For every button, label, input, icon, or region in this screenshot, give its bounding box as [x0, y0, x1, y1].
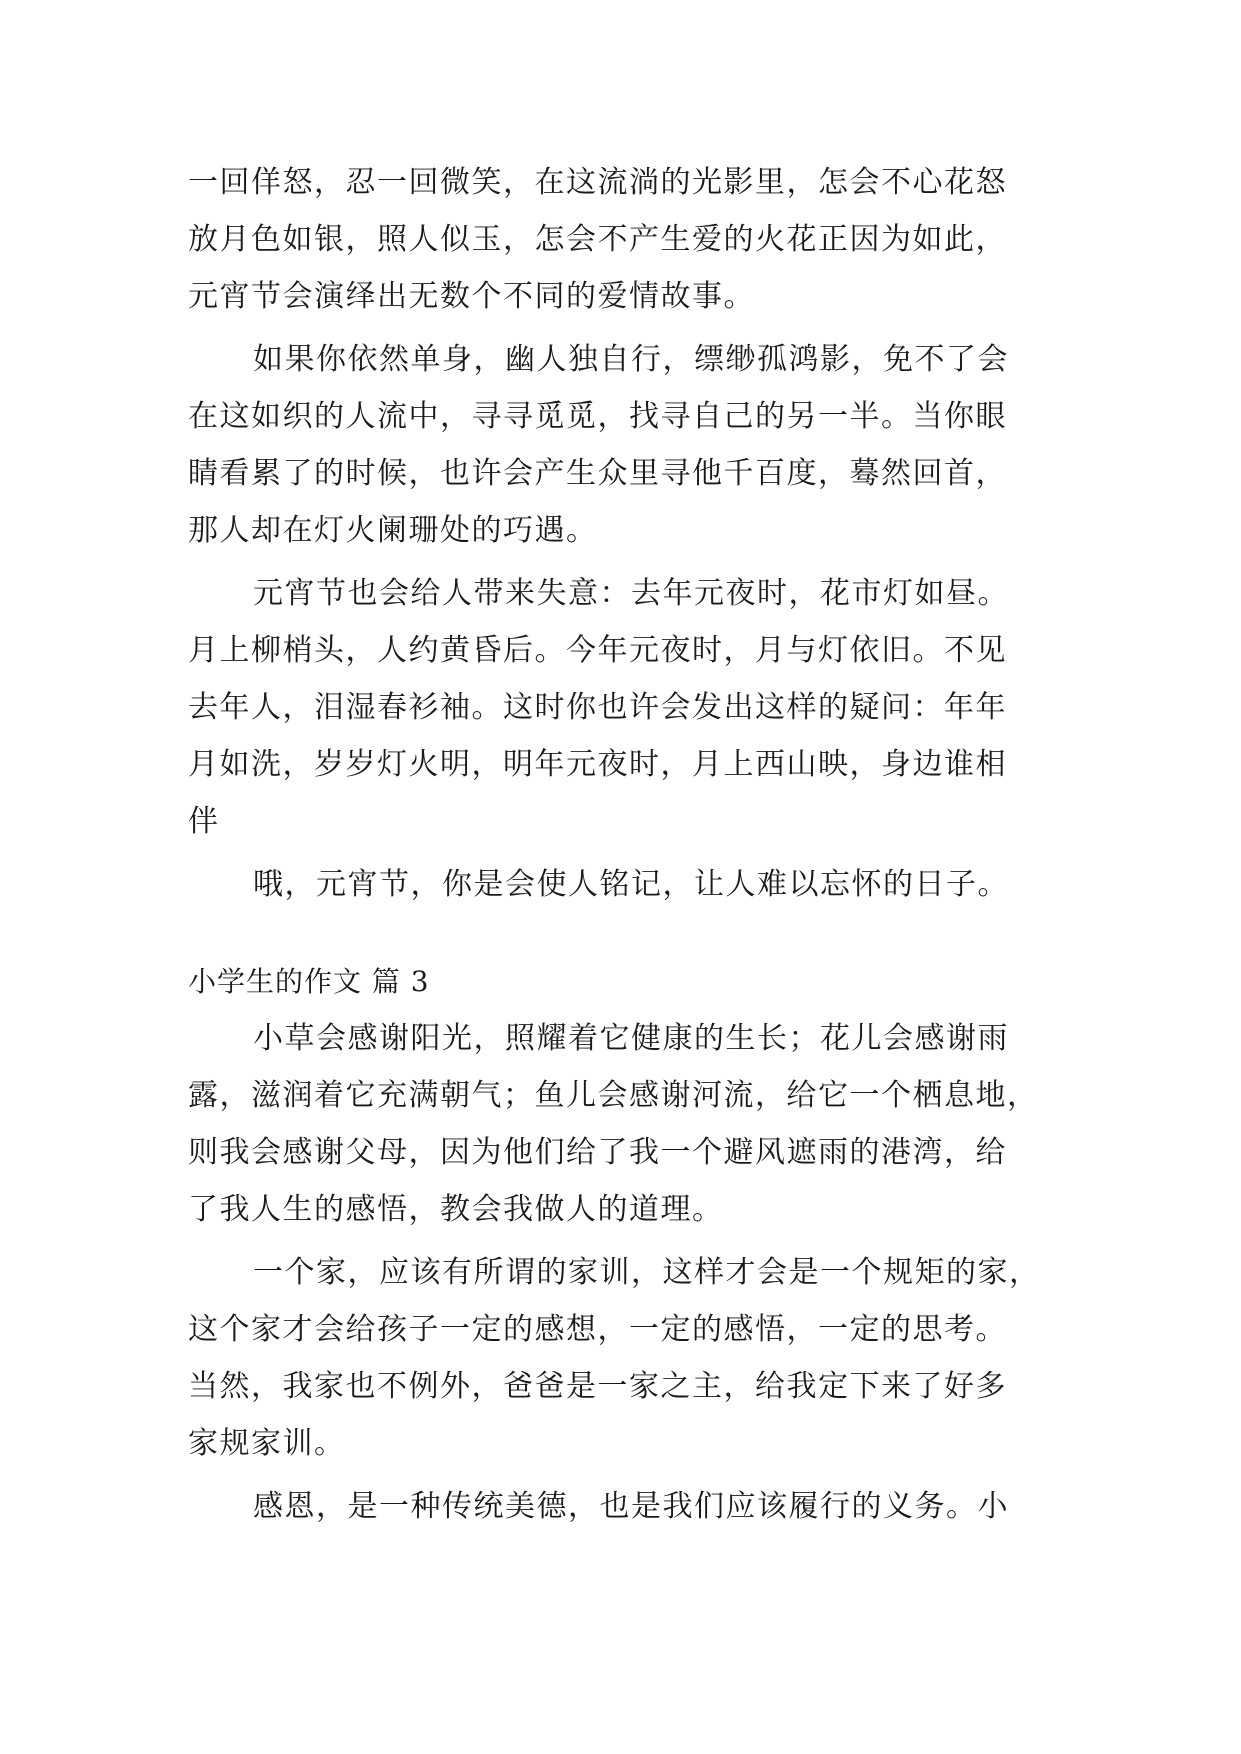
text-line: 如果你依然单身，幽人独自行，缥缈孤鸿影，免不了会 — [253, 342, 1009, 377]
text-line: 睛看累了的时候，也许会产生众里寻他千百度，蓦然回首， — [188, 456, 1007, 491]
text-line: 一个家，应该有所谓的家训，这样才会是一个规矩的家， — [253, 1255, 1041, 1290]
text-line: 伴 — [188, 804, 220, 839]
text-line: 则我会感谢父母，因为他们给了我一个避风遮雨的港湾，给 — [188, 1135, 1007, 1170]
paragraph — [188, 154, 1068, 325]
section-heading: 小学生的作文 篇 3 — [188, 965, 430, 998]
text-line: 当然，我家也不例外，爸爸是一家之主，给我定下来了好多 — [188, 1369, 1007, 1404]
document-body — [188, 154, 1068, 1535]
paragraph — [188, 565, 1068, 850]
text-line: 去年人，泪湿春衫袖。这时你也许会发出这样的疑问：年年 — [188, 690, 1007, 725]
paragraph — [188, 1478, 1068, 1535]
text-line: 月如洗，岁岁灯火明，明年元夜时，月上西山映，身边谁相 — [188, 747, 1007, 782]
text-line: 小草会感谢阳光，照耀着它健康的生长；花儿会感谢雨 — [253, 1021, 1009, 1056]
text-line: 哦，元宵节，你是会使人铭记，让人难以忘怀的日子。 — [253, 867, 1009, 902]
text-line: 在这如织的人流中，寻寻觅觅，找寻自己的另一半。当你眼 — [188, 399, 1007, 434]
paragraph — [188, 1010, 1068, 1238]
text-line: 元宵节也会给人带来失意：去年元夜时，花市灯如昼。 — [253, 576, 1009, 611]
text-line: 这个家才会给孩子一定的感想，一定的感悟，一定的思考。 — [188, 1312, 1007, 1347]
text-line: 感恩，是一种传统美德，也是我们应该履行的义务。小 — [253, 1489, 1009, 1524]
text-line: 了我人生的感悟，教会我做人的道理。 — [188, 1192, 724, 1227]
paragraph — [188, 856, 1068, 913]
text-line: 月上柳梢头，人约黄昏后。今年元夜时，月与灯依旧。不见 — [188, 633, 1007, 668]
text-line: 元宵节会演绎出无数个不同的爱情故事。 — [188, 279, 755, 314]
text-line: 家规家训。 — [188, 1426, 346, 1461]
text-line: 一回佯怒，忍一回微笑，在这流淌的光影里，怎会不心花怒 — [188, 165, 1007, 200]
text-line: 放月色如银，照人似玉，怎会不产生爱的火花正因为如此， — [188, 222, 1007, 257]
text-line: 那人却在灯火阑珊处的巧遇。 — [188, 513, 598, 548]
text-line: 露，滋润着它充满朝气；鱼儿会感谢河流，给它一个栖息地， — [188, 1078, 1039, 1113]
paragraph — [188, 331, 1068, 559]
paragraph — [188, 1244, 1068, 1472]
